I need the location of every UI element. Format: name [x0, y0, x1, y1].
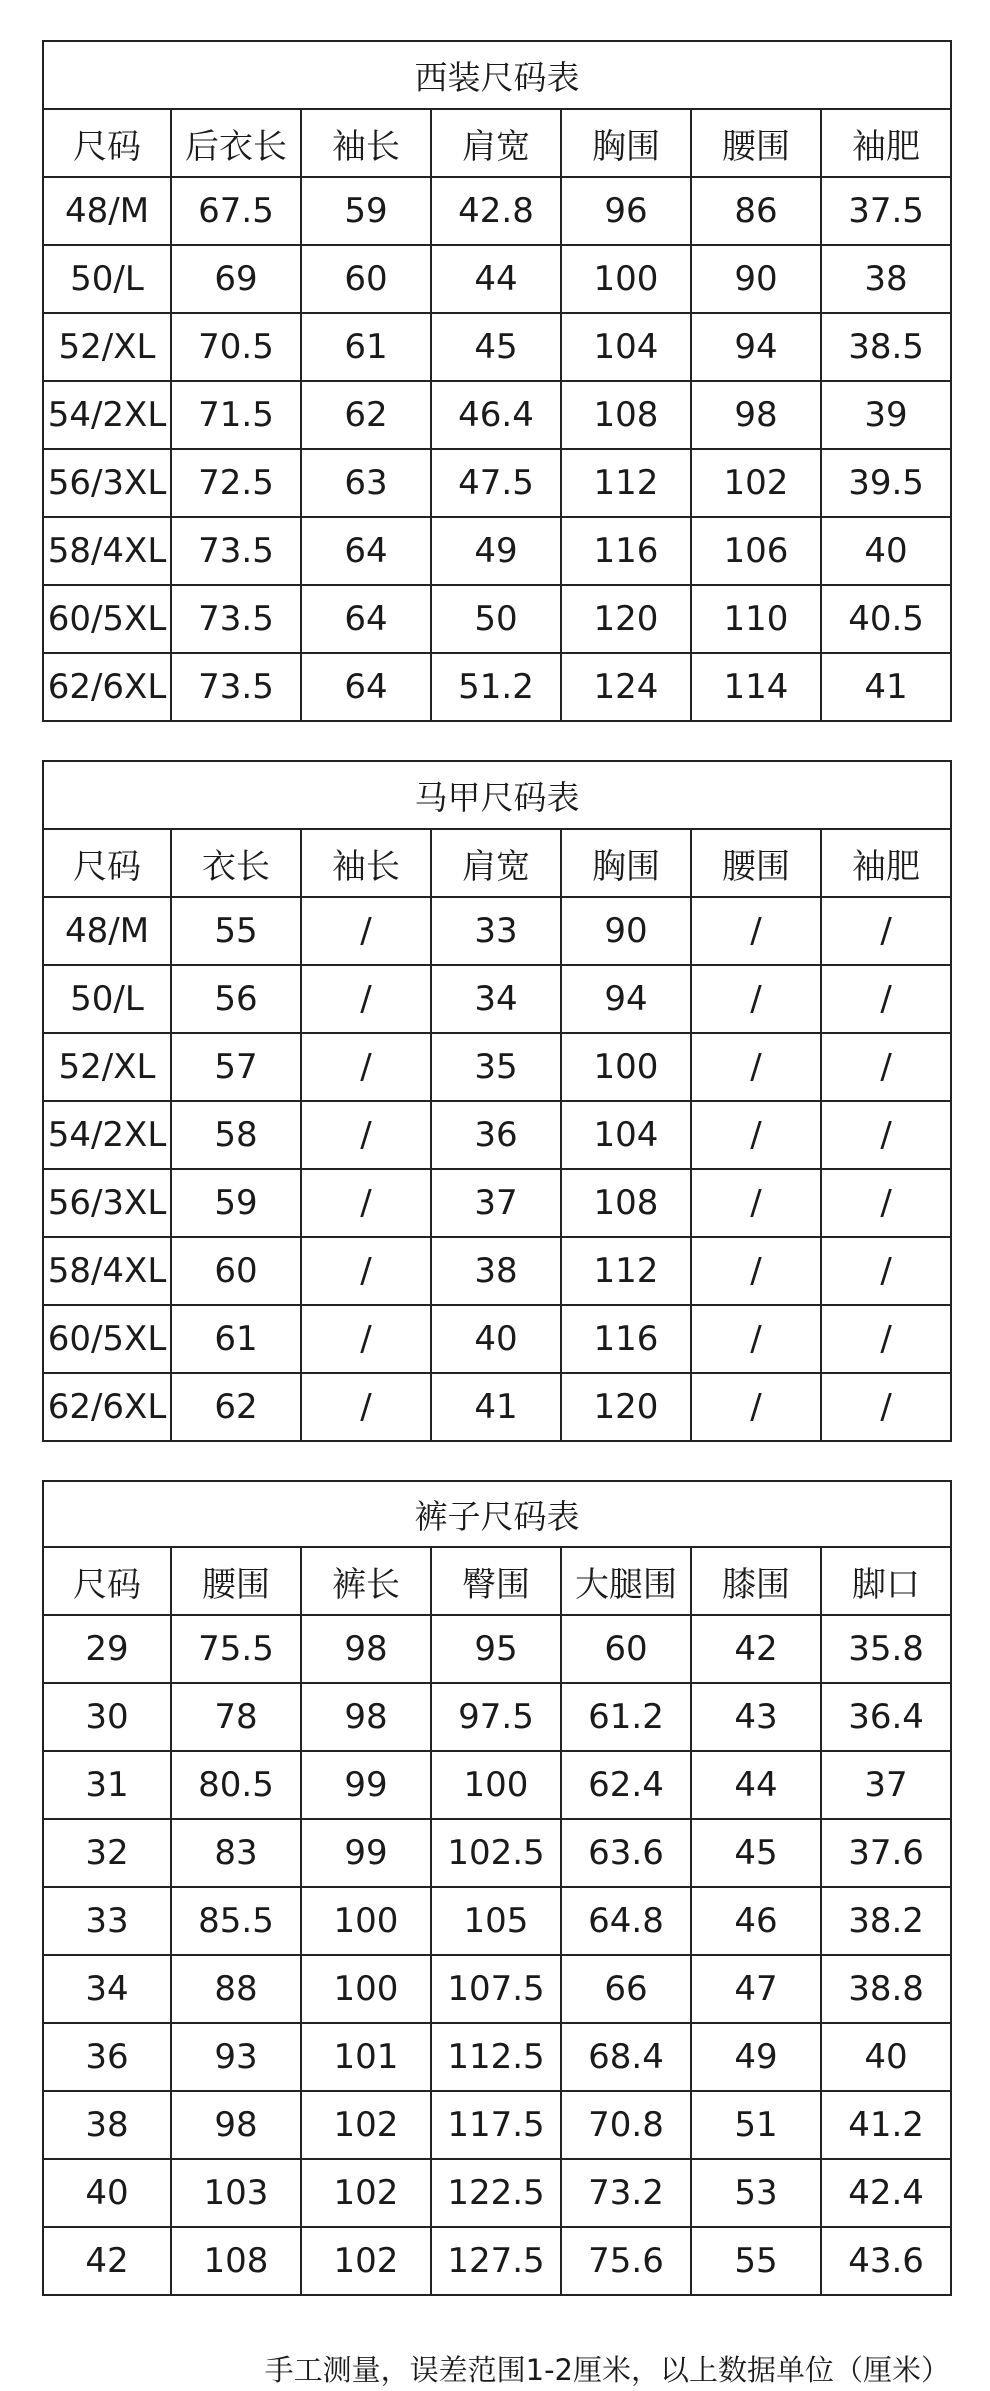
table-cell: 120 [561, 1373, 691, 1441]
column-header: 尺码 [43, 1547, 171, 1615]
table-cell: 37 [431, 1169, 561, 1237]
suit-size-table [42, 40, 952, 722]
table-cell: 86 [691, 177, 821, 245]
table-cell: 54/2XL [43, 381, 171, 449]
column-header: 腰围 [691, 829, 821, 897]
table-cell: 120 [561, 585, 691, 653]
table-cell: 64 [301, 585, 431, 653]
table-cell: 104 [561, 1101, 691, 1169]
measurement-note: 手工测量，误差范围1-2厘米，以上数据单位（厘米） [264, 2353, 950, 2387]
table-cell: 58/4XL [43, 1237, 171, 1305]
table-cell: 73.5 [171, 517, 301, 585]
table-cell: 96 [561, 177, 691, 245]
table-cell: 41 [821, 653, 951, 721]
table-cell: 43.6 [821, 2227, 951, 2295]
table-cell: 49 [431, 517, 561, 585]
table-cell: 47.5 [431, 449, 561, 517]
table-row [43, 2091, 951, 2159]
table-cell: 38.5 [821, 313, 951, 381]
table-cell: 60 [171, 1237, 301, 1305]
table-cell: 53 [691, 2159, 821, 2227]
table-cell: 117.5 [431, 2091, 561, 2159]
table-row [43, 449, 951, 517]
table-cell: 69 [171, 245, 301, 313]
table-cell: 63.6 [561, 1819, 691, 1887]
table-cell: 42.8 [431, 177, 561, 245]
table-cell: 98 [301, 1683, 431, 1751]
table-cell: 46 [691, 1887, 821, 1955]
table-cell: 37.5 [821, 177, 951, 245]
table-cell: 66 [561, 1955, 691, 2023]
table-cell: 93 [171, 2023, 301, 2091]
table-cell: 60/5XL [43, 585, 171, 653]
table-title: 西装尺码表 [43, 41, 951, 109]
table-cell: 105 [431, 1887, 561, 1955]
table-row [43, 2159, 951, 2227]
table-cell: 88 [171, 1955, 301, 2023]
table-cell: 38 [431, 1237, 561, 1305]
table-cell: 61 [301, 313, 431, 381]
table-cell: 62/6XL [43, 653, 171, 721]
table-header-row [43, 829, 951, 897]
table-row [43, 1751, 951, 1819]
table-cell: / [821, 965, 951, 1033]
column-header: 脚口 [821, 1547, 951, 1615]
table-cell: 58 [171, 1101, 301, 1169]
table-cell: 40 [431, 1305, 561, 1373]
table-cell: 56/3XL [43, 1169, 171, 1237]
table-cell: 83 [171, 1819, 301, 1887]
column-header: 袖肥 [821, 109, 951, 177]
column-header: 大腿围 [561, 1547, 691, 1615]
table-row [43, 1615, 951, 1683]
table-cell: 100 [561, 245, 691, 313]
table-cell: 100 [561, 1033, 691, 1101]
column-header: 胸围 [561, 829, 691, 897]
table-row [43, 1033, 951, 1101]
table-cell: 60 [301, 245, 431, 313]
table-cell: 41.2 [821, 2091, 951, 2159]
table-cell: 107.5 [431, 1955, 561, 2023]
table-cell: 50 [431, 585, 561, 653]
table-cell: 44 [691, 1751, 821, 1819]
table-cell: / [301, 1033, 431, 1101]
table-cell: 42 [43, 2227, 171, 2295]
table-cell: 75.6 [561, 2227, 691, 2295]
table-row [43, 965, 951, 1033]
table-cell: 33 [431, 897, 561, 965]
table-cell: 38 [43, 2091, 171, 2159]
table-cell: 97.5 [431, 1683, 561, 1751]
table-cell: 55 [691, 2227, 821, 2295]
column-header: 肩宽 [431, 109, 561, 177]
table-cell: 62 [171, 1373, 301, 1441]
table-row [43, 1819, 951, 1887]
table-cell: 57 [171, 1033, 301, 1101]
table-cell: 100 [301, 1887, 431, 1955]
table-row [43, 177, 951, 245]
table-cell: / [301, 1237, 431, 1305]
table-cell: 100 [431, 1751, 561, 1819]
table-cell: 29 [43, 1615, 171, 1683]
column-header: 尺码 [43, 829, 171, 897]
table-cell: 35 [431, 1033, 561, 1101]
table-row [43, 517, 951, 585]
column-header: 后衣长 [171, 109, 301, 177]
table-cell: 31 [43, 1751, 171, 1819]
table-cell: 34 [431, 965, 561, 1033]
table-cell: 49 [691, 2023, 821, 2091]
table-cell: 40 [821, 517, 951, 585]
table-cell: 68.4 [561, 2023, 691, 2091]
table-row [43, 2227, 951, 2295]
table-title-row [43, 761, 951, 829]
table-cell: 98 [301, 1615, 431, 1683]
table-cell: 116 [561, 517, 691, 585]
table-cell: 124 [561, 653, 691, 721]
table-title: 马甲尺码表 [43, 761, 951, 829]
table-row [43, 1887, 951, 1955]
table-cell: 48/M [43, 897, 171, 965]
table-title-row [43, 1481, 951, 1547]
table-cell: 42.4 [821, 2159, 951, 2227]
table-cell: 62/6XL [43, 1373, 171, 1441]
table-cell: 30 [43, 1683, 171, 1751]
table-cell: 45 [691, 1819, 821, 1887]
table-cell: / [821, 1033, 951, 1101]
table-cell: 52/XL [43, 1033, 171, 1101]
table-cell: / [301, 1169, 431, 1237]
table-cell: 102 [301, 2159, 431, 2227]
table-cell: 85.5 [171, 1887, 301, 1955]
table-cell: / [821, 1169, 951, 1237]
table-cell: / [691, 1101, 821, 1169]
table-cell: 112 [561, 449, 691, 517]
table-cell: 108 [171, 2227, 301, 2295]
table-cell: 34 [43, 1955, 171, 2023]
table-cell: 67.5 [171, 177, 301, 245]
table-cell: 75.5 [171, 1615, 301, 1683]
table-cell: 104 [561, 313, 691, 381]
table-row [43, 1169, 951, 1237]
table-row [43, 1955, 951, 2023]
table-cell: 90 [691, 245, 821, 313]
table-cell: / [821, 1237, 951, 1305]
table-cell: 112 [561, 1237, 691, 1305]
table-cell: 46.4 [431, 381, 561, 449]
table-cell: 62.4 [561, 1751, 691, 1819]
table-row [43, 1683, 951, 1751]
table-cell: 94 [691, 313, 821, 381]
table-cell: 70.5 [171, 313, 301, 381]
table-cell: 48/M [43, 177, 171, 245]
column-header: 肩宽 [431, 829, 561, 897]
table-cell: / [821, 1373, 951, 1441]
table-cell: 95 [431, 1615, 561, 1683]
column-header: 尺码 [43, 109, 171, 177]
table-cell: 50/L [43, 245, 171, 313]
table-cell: 94 [561, 965, 691, 1033]
table-cell: 58/4XL [43, 517, 171, 585]
table-row [43, 1373, 951, 1441]
table-cell: 59 [301, 177, 431, 245]
table-cell: 73.5 [171, 653, 301, 721]
table-cell: / [691, 897, 821, 965]
table-cell: 36.4 [821, 1683, 951, 1751]
table-cell: 33 [43, 1887, 171, 1955]
table-cell: 64.8 [561, 1887, 691, 1955]
table-cell: 37.6 [821, 1819, 951, 1887]
table-row [43, 1305, 951, 1373]
table-cell: / [691, 1305, 821, 1373]
table-cell: 39.5 [821, 449, 951, 517]
table-cell: 32 [43, 1819, 171, 1887]
table-cell: 102 [301, 2091, 431, 2159]
column-header: 衣长 [171, 829, 301, 897]
table-cell: 72.5 [171, 449, 301, 517]
table-cell: 62 [301, 381, 431, 449]
table-header-row [43, 1547, 951, 1615]
column-header: 袖长 [301, 829, 431, 897]
table-cell: 38 [821, 245, 951, 313]
table-cell: 51.2 [431, 653, 561, 721]
table-cell: 99 [301, 1751, 431, 1819]
table-cell: / [821, 897, 951, 965]
table-cell: 36 [431, 1101, 561, 1169]
table-cell: 60/5XL [43, 1305, 171, 1373]
table-cell: 44 [431, 245, 561, 313]
column-header: 臀围 [431, 1547, 561, 1615]
table-cell: 60 [561, 1615, 691, 1683]
table-cell: 64 [301, 653, 431, 721]
table-title-row [43, 41, 951, 109]
table-cell: 56/3XL [43, 449, 171, 517]
table-cell: 37 [821, 1751, 951, 1819]
table-cell: 59 [171, 1169, 301, 1237]
table-cell: 64 [301, 517, 431, 585]
vest-size-table [42, 760, 952, 1442]
table-row [43, 1237, 951, 1305]
table-cell: 73.5 [171, 585, 301, 653]
table-cell: 43 [691, 1683, 821, 1751]
table-cell: 51 [691, 2091, 821, 2159]
table-cell: / [691, 1237, 821, 1305]
table-cell: 55 [171, 897, 301, 965]
table-cell: 90 [561, 897, 691, 965]
table-cell: 122.5 [431, 2159, 561, 2227]
column-header: 膝围 [691, 1547, 821, 1615]
table-cell: 52/XL [43, 313, 171, 381]
table-cell: 41 [431, 1373, 561, 1441]
table-cell: 103 [171, 2159, 301, 2227]
table-cell: 71.5 [171, 381, 301, 449]
table-cell: 108 [561, 381, 691, 449]
table-cell: 70.8 [561, 2091, 691, 2159]
table-cell: / [301, 897, 431, 965]
table-row [43, 585, 951, 653]
table-cell: 40.5 [821, 585, 951, 653]
table-cell: 100 [301, 1955, 431, 2023]
table-cell: 61.2 [561, 1683, 691, 1751]
table-cell: 102 [301, 2227, 431, 2295]
table-header-row [43, 109, 951, 177]
table-cell: 112.5 [431, 2023, 561, 2091]
table-cell: 36 [43, 2023, 171, 2091]
table-cell: 35.8 [821, 1615, 951, 1683]
table-cell: 98 [171, 2091, 301, 2159]
table-cell: 61 [171, 1305, 301, 1373]
table-cell: 99 [301, 1819, 431, 1887]
table-cell: 63 [301, 449, 431, 517]
table-cell: 116 [561, 1305, 691, 1373]
table-cell: 45 [431, 313, 561, 381]
column-header: 腰围 [171, 1547, 301, 1615]
table-cell: 106 [691, 517, 821, 585]
table-cell: 102 [691, 449, 821, 517]
table-row [43, 381, 951, 449]
table-cell: 80.5 [171, 1751, 301, 1819]
table-cell: / [821, 1101, 951, 1169]
table-row [43, 1101, 951, 1169]
table-cell: 108 [561, 1169, 691, 1237]
table-cell: 50/L [43, 965, 171, 1033]
pants-size-table [42, 1480, 952, 2296]
table-row [43, 245, 951, 313]
table-cell: / [691, 1373, 821, 1441]
table-cell: 38.8 [821, 1955, 951, 2023]
table-cell: / [301, 1101, 431, 1169]
column-header: 袖长 [301, 109, 431, 177]
table-cell: / [691, 965, 821, 1033]
table-cell: / [301, 1373, 431, 1441]
column-header: 裤长 [301, 1547, 431, 1615]
table-cell: 39 [821, 381, 951, 449]
table-title: 裤子尺码表 [43, 1481, 951, 1547]
table-row [43, 313, 951, 381]
table-cell: 110 [691, 585, 821, 653]
table-row [43, 653, 951, 721]
table-cell: / [691, 1169, 821, 1237]
table-cell: 38.2 [821, 1887, 951, 1955]
table-cell: 73.2 [561, 2159, 691, 2227]
table-cell: 42 [691, 1615, 821, 1683]
table-cell: 101 [301, 2023, 431, 2091]
table-cell: / [691, 1033, 821, 1101]
column-header: 袖肥 [821, 829, 951, 897]
table-cell: 56 [171, 965, 301, 1033]
table-cell: 102.5 [431, 1819, 561, 1887]
table-cell: 98 [691, 381, 821, 449]
table-cell: 114 [691, 653, 821, 721]
table-cell: 47 [691, 1955, 821, 2023]
column-header: 腰围 [691, 109, 821, 177]
table-cell: / [301, 965, 431, 1033]
table-row [43, 897, 951, 965]
table-cell: 40 [43, 2159, 171, 2227]
table-cell: / [821, 1305, 951, 1373]
table-cell: 54/2XL [43, 1101, 171, 1169]
table-cell: 40 [821, 2023, 951, 2091]
table-cell: / [301, 1305, 431, 1373]
table-row [43, 2023, 951, 2091]
table-cell: 127.5 [431, 2227, 561, 2295]
table-cell: 78 [171, 1683, 301, 1751]
column-header: 胸围 [561, 109, 691, 177]
